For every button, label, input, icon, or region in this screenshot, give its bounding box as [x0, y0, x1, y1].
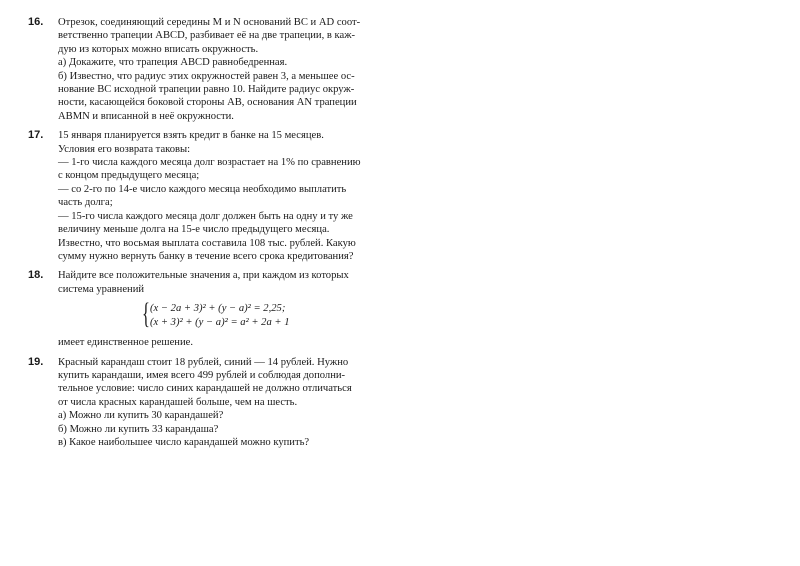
- text-line: Известно, что восьмая выплата составила 108 тыс. рублей. Какую: [58, 237, 356, 249]
- text-line: с концом предыдущего месяца;: [58, 170, 200, 182]
- text-line: часть долга;: [58, 197, 113, 209]
- text-line: величину меньше долга на 15-е число предыдущего месяца.: [58, 224, 330, 236]
- exam-page: [20, 16, 392, 449]
- text-line: 15 января планируется взять кредит в банке на 15 месяцев.: [58, 130, 324, 142]
- equation-1: (x − 2a + 3)² + (y − a)² = 2,25;: [150, 303, 286, 315]
- equation-2: (x + 3)² + (y − a)² = a² + 2a + 1: [150, 317, 290, 329]
- text-line: б) Известно, что радиус этих окружностей равен 3, а меньшее ос-: [58, 70, 355, 82]
- text-line: а) Можно ли купить 30 карандашей?: [58, 410, 224, 422]
- text-line: в) Какое наибольшее число карандашей можно купить?: [58, 436, 310, 448]
- text-line: Отрезок, соединяющий середины M и N оснований BC и AD соот-: [58, 17, 361, 28]
- text-line: Найдите все положительные значения a, при каждом из которых: [58, 270, 349, 282]
- equation-system: [142, 297, 392, 331]
- text-line: дую из которых можно вписать окружность.: [58, 43, 259, 55]
- problem-number: 16.: [28, 16, 44, 28]
- text-line: система уравнений: [58, 283, 145, 295]
- problem-number: 18.: [28, 269, 44, 282]
- text-line: сумму нужно вернуть банку в течение всего срока кредитования?: [58, 250, 354, 262]
- problem-18: [20, 269, 392, 349]
- problem-17: [20, 129, 392, 263]
- text-line: ветственно трапеции ABCD, разбивает её на две трапеции, в каж-: [58, 30, 356, 42]
- text-line: а) Докажите, что трапеция ABCD равнобедренная.: [58, 57, 288, 69]
- text-line: — со 2-го по 14-е число каждого месяца необходимо выплатить: [58, 183, 347, 195]
- text-line: — 1-го числа каждого месяца долг возрастает на 1% по сравнению: [58, 157, 361, 169]
- text-line: Красный карандаш стоит 18 рублей, синий — 14 рублей. Нужно: [58, 356, 349, 368]
- text-line: тельное условие: число синих карандашей не должно отличаться: [58, 383, 352, 395]
- text-line: от числа красных карандашей больше, чем на шесть.: [58, 396, 298, 408]
- text-line: купить карандаши, имея всего 499 рублей и соблюдая дополни-: [58, 369, 346, 381]
- text-line: нование BC исходной трапеции равно 10. Найдите радиус окруж-: [58, 84, 355, 96]
- problem-number: 17.: [28, 129, 44, 142]
- problem-number: 19.: [28, 355, 44, 368]
- problem-16: [20, 16, 392, 123]
- text-line: ABMN и вписанной в неё окружности.: [58, 110, 234, 122]
- text-line: имеет единственное решение.: [58, 337, 193, 349]
- text-line: Условия его возврата таковы:: [58, 143, 191, 155]
- text-line: б) Можно ли купить 33 карандаша?: [58, 423, 219, 435]
- text-line: ности, касающейся боковой стороны AB, основания AN трапеции: [58, 97, 357, 109]
- text-line: — 15-го числа каждого месяца долг должен быть на одну и ту же: [58, 210, 353, 222]
- problem-19: [20, 356, 392, 450]
- brace-icon: {: [142, 297, 150, 331]
